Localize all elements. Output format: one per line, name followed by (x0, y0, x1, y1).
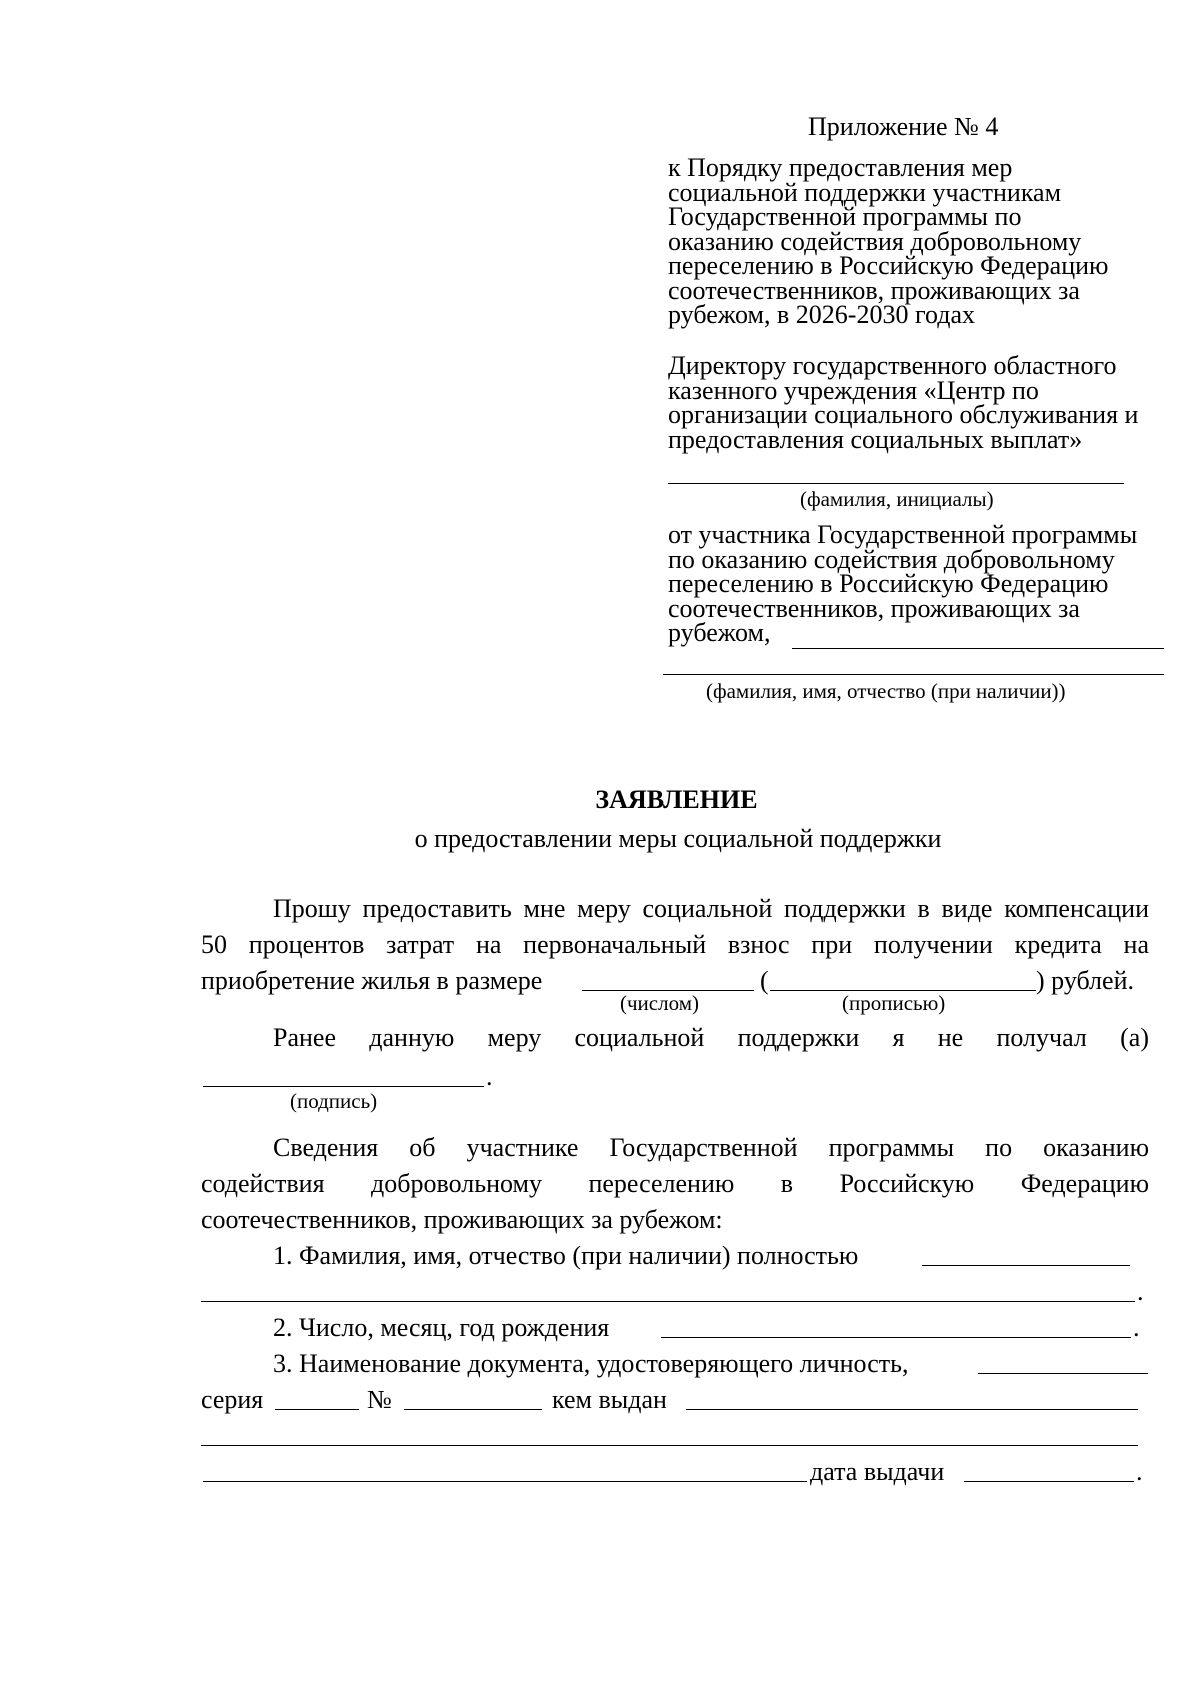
sender-name-field-2[interactable] (663, 674, 1164, 675)
addressee-line: организации социального обслуживания и (668, 400, 1139, 429)
birth-date-field[interactable] (661, 1337, 1131, 1338)
series-field[interactable] (275, 1409, 359, 1410)
series-label: серия (201, 1385, 264, 1414)
number-label: № (367, 1385, 392, 1414)
id-document-field[interactable] (978, 1373, 1148, 1374)
request-line-2: 50 процентов затрат на первоначальный взнос при получении кредита на (201, 930, 1149, 959)
sender-line: соотечественников, проживающих за (668, 593, 1080, 623)
appendix-line: Государственной программы по (668, 202, 1022, 231)
addressee-line: казенного учреждения «Центр по (668, 375, 1039, 405)
appendix-line: рубежом, в 2026-2030 годах (668, 300, 975, 329)
sender-line: по оказанию содействия добровольному (668, 544, 1115, 574)
info-line-1: Сведения об участнике Государственной программы по оказанию (273, 1133, 1149, 1162)
sender-line: переселению в Российскую Федерацию (668, 569, 1109, 598)
item-2-label: 2. Число, месяц, год рождения (273, 1313, 610, 1342)
document-number-field[interactable] (404, 1409, 542, 1410)
appendix-line: переселению в Российскую Федерацию (668, 251, 1109, 280)
addressee-name-field[interactable] (668, 483, 1124, 484)
appendix-line: к Порядку предоставления мер (668, 153, 1013, 182)
sender-block (668, 520, 1188, 647)
issue-date-field[interactable] (964, 1481, 1134, 1482)
issued-by-field-2[interactable] (201, 1445, 1138, 1446)
issue-date-label: дата выдачи (810, 1457, 945, 1486)
request-line-3-suffix: ) рублей. (1036, 966, 1134, 995)
sender-line: рубежом, (668, 618, 771, 647)
previous-line-1: Ранее данную меру социальной поддержки я не получал (а) (273, 1023, 1149, 1052)
item-1-end-dot: . (1137, 1277, 1144, 1306)
request-line-3-prefix: приобретение жилья в размере (201, 966, 543, 995)
appendix-line: соотечественников, проживающих за (668, 275, 1080, 305)
signature-field[interactable] (203, 1086, 484, 1087)
info-line-2: содействия добровольному переселению в Российскую Федерацию (201, 1169, 1149, 1198)
request-open-paren: ( (760, 966, 769, 995)
item-2-end-dot: . (1133, 1313, 1140, 1342)
item-1-label: 1. Фамилия, имя, отчество (при наличии) полностью (273, 1241, 859, 1270)
document-subtitle: о предоставлении меры социальной поддержки (414, 824, 942, 853)
issued-by-label: кем выдан (552, 1385, 667, 1414)
full-name-field-1[interactable] (922, 1265, 1130, 1266)
item-3-label: 3. Наименование документа, удостоверяющего личность, (273, 1349, 909, 1378)
sender-line: от участника Государственной программы (668, 520, 1138, 549)
request-line-1: Прошу предоставить мне меру социальной поддержки в виде компенсации (273, 894, 1149, 923)
signature-caption: (подпись) (290, 1089, 378, 1113)
full-name-field-2[interactable] (201, 1301, 1135, 1302)
issued-by-field-1[interactable] (686, 1409, 1138, 1410)
sender-name-field-1[interactable] (792, 648, 1164, 649)
appendix-title: Приложение № 4 (808, 112, 999, 141)
appendix-line: социальной поддержки участникам (668, 177, 1062, 207)
addressee-line: предоставления социальных выплат» (668, 424, 1083, 454)
addressee-line: Директору государственного областного (668, 351, 1117, 380)
caption-words: (прописью) (842, 991, 946, 1015)
addressee-block (668, 351, 1188, 454)
document-title: ЗАЯВЛЕНИЕ (595, 785, 758, 814)
info-line-3: соотечественников, проживающих за рубежом: (201, 1205, 723, 1234)
final-dot: . (1136, 1457, 1143, 1486)
previous-end-dot: . (486, 1062, 493, 1091)
appendix-line: оказанию содействия добровольному (668, 226, 1082, 256)
issued-by-field-3[interactable] (203, 1481, 807, 1482)
caption-number: (числом) (620, 991, 699, 1015)
sender-caption: (фамилия, имя, отчество (при наличии)) (706, 679, 1066, 703)
addressee-caption: (фамилия, инициалы) (800, 487, 994, 511)
appendix-reference (668, 153, 1188, 329)
